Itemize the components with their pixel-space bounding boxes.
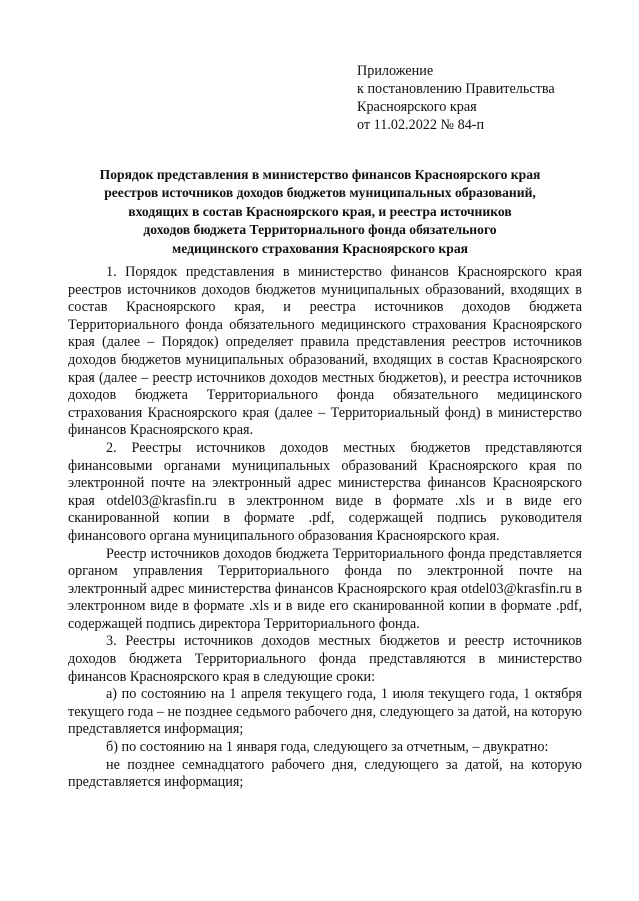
appendix-date-line: от 11.02.2022 № 84-п xyxy=(357,117,485,133)
paragraph-2: 2. Реестры источников доходов местных бюджетов представляются финансовыми органами муниципальных образований Красноярского края по электронной почте на электронный адрес министерства финансов Красноярского края otdel03@krasfin.ru в электронном виде в формате .xls и в виде его сканированной копии в формате .pdf, содержащей подпись руководителя финансового органа муниципального образования Красноярского края. xyxy=(68,439,582,544)
title-line: Порядок представления в министерство финансов Красноярского края xyxy=(99,167,541,182)
title-line: доходов бюджета Территориального фонда обязательного xyxy=(143,222,497,238)
document-title xyxy=(60,166,580,258)
paragraph-7: не позднее семнадцатого рабочего дня, следующего за датой, на которую представляется информация; xyxy=(68,756,582,791)
appendix-block xyxy=(357,62,607,134)
paragraph-4: 3. Реестры источников доходов местных бюджетов и реестр источников доходов бюджета Территориального фонда представляются в министерство финансов Красноярского края в следующие сроки: xyxy=(68,633,582,685)
title-line: входящих в состав Красноярского края, и реестра источников xyxy=(128,203,512,219)
paragraph-6: б) по состоянию на 1 января года, следующего за отчетным, – двукратно: xyxy=(106,739,549,756)
appendix-line: Приложение xyxy=(357,63,434,79)
paragraph-1: 1. Порядок представления в министерство финансов Красноярского края реестров источников доходов бюджетов муниципальных образований, входящих в состав Красноярского края, и реестра источников доходов бюджета Территориального фонда обязательного медицинского страхования Красноярского края (далее – Порядок) определяет правила представления реестров источников доходов бюджетов муниципальных образований, входящих в состав Красноярского края (далее – реестр источников доходов местных бюджетов), и реестра источников доходов бюджета Территориального фонда обязательного медицинского страхования Красноярского края (далее – Территориальный фонд) в министерство финансов Красноярского края. xyxy=(68,264,582,439)
paragraph-3: Реестр источников доходов бюджета Территориального фонда представляется органом управления Территориального фонда по электронной почте на электронный адрес министерства финансов Красноярского края otdel03@krasfin.ru в электронном виде в формате .xls и в виде его сканированной копии в формате .pdf, содержащей подпись директора Территориального фонда. xyxy=(68,545,582,632)
appendix-line: Красноярского края xyxy=(357,99,477,115)
paragraph-5: а) по состоянию на 1 апреля текущего года, 1 июля текущего года, 1 октября текущего года – не позднее седьмого рабочего дня, следующего за датой, на которую представляется информация; xyxy=(68,686,582,738)
title-line: медицинского страхования Красноярского края xyxy=(172,240,468,256)
appendix-line: к постановлению Правительства xyxy=(357,81,555,97)
document-body xyxy=(68,264,582,792)
title-line: реестров источников доходов бюджетов муниципальных образований, xyxy=(104,185,536,201)
